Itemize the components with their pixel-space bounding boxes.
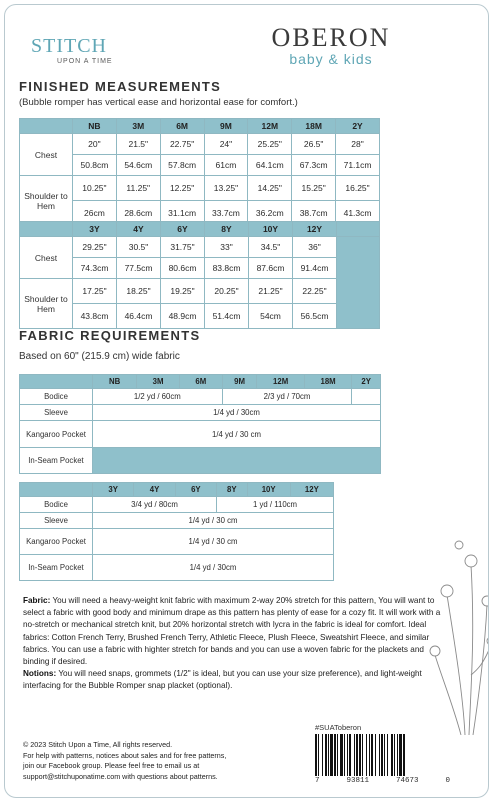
- row-label: Bodice: [20, 389, 93, 405]
- table-cell: 1/4 yd / 30 cm: [93, 421, 381, 448]
- table-cell: 22.75": [160, 134, 204, 155]
- empty-filler-cell: [93, 448, 381, 474]
- table-cell: 13.25": [204, 176, 248, 201]
- barcode-digits: 7 93811 74673 0: [315, 777, 450, 785]
- size-header: 8Y: [205, 222, 249, 237]
- table-cell: 33": [205, 237, 249, 258]
- size-header: 8Y: [217, 483, 248, 497]
- size-header: 9M: [222, 375, 257, 389]
- table-cell: 36.2cm: [248, 201, 292, 226]
- table-cell: 19.25": [161, 279, 205, 304]
- size-header: 10Y: [247, 483, 290, 497]
- finished-measurements-table-2: [19, 221, 380, 329]
- table-cell: 1 yd / 110cm: [217, 497, 334, 513]
- table-cell: 51.4cm: [205, 304, 249, 329]
- table-cell: 28": [336, 134, 380, 155]
- table-cell: 2/3 yd / 70cm: [222, 389, 352, 405]
- table-cell: 10.25": [73, 176, 117, 201]
- fabric-requirements-table-2: [19, 482, 334, 581]
- size-header: 4Y: [134, 483, 175, 497]
- table-cell: 91.4cm: [293, 258, 337, 279]
- table-cell: 67.3cm: [292, 155, 336, 176]
- table-cell: 56.5cm: [293, 304, 337, 329]
- row-label: Kangaroo Pocket: [20, 529, 93, 555]
- facebook-line: join our Facebook group. Please feel free to email us at: [23, 761, 200, 770]
- stitch-logo-tagline: UPON A TIME: [57, 58, 113, 65]
- table-cell: 61cm: [204, 155, 248, 176]
- table-cell: 26cm: [73, 201, 117, 226]
- row-label: In-Seam Pocket: [20, 448, 93, 474]
- empty-filler-cell: [337, 237, 380, 329]
- size-header: 2Y: [336, 119, 380, 134]
- table-cell: 54cm: [249, 304, 293, 329]
- row-label: Kangaroo Pocket: [20, 421, 93, 448]
- table-cell: 22.25": [293, 279, 337, 304]
- size-header: 2Y: [352, 375, 381, 389]
- table-cell: 36": [293, 237, 337, 258]
- size-header: 6Y: [161, 222, 205, 237]
- finished-measurements-note: (Bubble romper has vertical ease and horizontal ease for comfort.): [19, 97, 298, 108]
- table-cell: 87.6cm: [249, 258, 293, 279]
- table-cell: 41.3cm: [336, 201, 380, 226]
- copyright-line: © 2023 Stitch Upon a Time, All rights reserved.: [23, 740, 173, 749]
- pattern-name: OBERON: [271, 23, 391, 52]
- row-label: Shoulder to Hem: [20, 176, 73, 226]
- notions-label: Notions:: [23, 669, 57, 679]
- size-header: NB: [93, 375, 137, 389]
- table-cell: 1/4 yd / 30 cm: [93, 529, 334, 555]
- fabric-text: You will need a heavy-weight knit fabric with maximum 2-way 20% stretch for this pattern, You will want to select a fabric with good body and minimum drape as this pattern has plenty of ease for a cozy fit. It will work with a no-stretch or mechanical stretch knit, but 20% horizontal stretch with lycra in the fabric is ideal for comfort. Ideal fabrics: Cotton French Terry, Brushed French Terry, Athletic Fleece, Plush Fleece, Sweatshirt Fleece, and similar fabrics. You can use a fabric with highter stretch for bands and you can use a woven fabric for the plackets and binding if desired.: [23, 596, 441, 667]
- stitch-logo-text: STITCH: [31, 35, 107, 57]
- table-cell: 29.25": [73, 237, 117, 258]
- table-cell: 34.5": [249, 237, 293, 258]
- table-cell: 83.8cm: [205, 258, 249, 279]
- fabric-notions-description: [23, 595, 443, 693]
- table-cell: 21.5": [116, 134, 160, 155]
- size-header: 9M: [204, 119, 248, 134]
- table-cell: 16.25": [336, 176, 380, 201]
- size-header: 6M: [160, 119, 204, 134]
- table-cell: 3/4 yd / 80cm: [93, 497, 217, 513]
- help-line: For help with patterns, notices about sales and for free patterns,: [23, 750, 227, 760]
- row-label: In-Seam Pocket: [20, 555, 93, 581]
- table-cell: 71.1cm: [336, 155, 380, 176]
- finished-measurements-title: FINISHED MEASUREMENTS: [19, 79, 222, 94]
- row-label: Chest: [20, 134, 73, 176]
- copyright-footer: [23, 740, 303, 782]
- size-header: 18M: [304, 375, 352, 389]
- size-header: NB: [73, 119, 117, 134]
- table-cell: 25.25": [248, 134, 292, 155]
- row-label: Sleeve: [20, 405, 93, 421]
- size-header: 6M: [179, 375, 222, 389]
- size-header: 4Y: [117, 222, 161, 237]
- size-header: 12M: [257, 375, 304, 389]
- table-cell: 20": [73, 134, 117, 155]
- row-label: Sleeve: [20, 513, 93, 529]
- row-label: Shoulder to Hem: [20, 279, 73, 329]
- table-cell: 1/4 yd / 30cm: [93, 405, 381, 421]
- hashtag: #SUAToberon: [315, 723, 362, 732]
- size-header: 10Y: [249, 222, 293, 237]
- fabric-requirements-note: Based on 60" (215.9 cm) wide fabric: [19, 351, 180, 362]
- barcode-bar: [405, 734, 406, 776]
- size-header: 6Y: [175, 483, 216, 497]
- table-cell: 18.25": [117, 279, 161, 304]
- pattern-subtitle: baby & kids: [289, 51, 373, 67]
- table-cell: 1/4 yd / 30cm: [93, 555, 334, 581]
- table-cell: 26.5": [292, 134, 336, 155]
- size-header: 3M: [137, 375, 180, 389]
- size-header: 18M: [292, 119, 336, 134]
- table-cell: 20.25": [205, 279, 249, 304]
- table-cell: 15.25": [292, 176, 336, 201]
- table-cell: 1/4 yd / 30 cm: [93, 513, 334, 529]
- table-cell: 50.8cm: [73, 155, 117, 176]
- size-header: 12M: [248, 119, 292, 134]
- table-cell: 24": [204, 134, 248, 155]
- table-cell: 14.25": [248, 176, 292, 201]
- fabric-requirements-table-1: [19, 374, 381, 474]
- size-header: 12Y: [293, 222, 337, 237]
- table-cell: 80.6cm: [161, 258, 205, 279]
- table-cell: 38.7cm: [292, 201, 336, 226]
- size-header: 12Y: [290, 483, 333, 497]
- oberon-logo: [241, 23, 421, 67]
- stitch-upon-a-time-logo: [31, 35, 141, 80]
- size-header: 3M: [116, 119, 160, 134]
- fabric-label: Fabric:: [23, 596, 51, 605]
- table-cell: 33.7cm: [204, 201, 248, 226]
- table-cell: 77.5cm: [117, 258, 161, 279]
- table-cell: 17.25": [73, 279, 117, 304]
- barcode-image: [315, 734, 450, 776]
- finished-measurements-table-1: [19, 118, 380, 226]
- size-header: 3Y: [73, 222, 117, 237]
- pattern-back-page: [4, 4, 489, 798]
- table-cell: 31.1cm: [160, 201, 204, 226]
- support-email-line: support@stitchuponatime.com with questions about patterns.: [23, 771, 218, 781]
- table-cell: 74.3cm: [73, 258, 117, 279]
- table-cell: 31.75": [161, 237, 205, 258]
- barcode-block: [315, 723, 455, 785]
- table-cell: 11.25": [116, 176, 160, 201]
- row-label: Chest: [20, 237, 73, 279]
- table-cell: 21.25": [249, 279, 293, 304]
- fabric-requirements-title: FABRIC REQUIREMENTS: [19, 328, 201, 343]
- table-cell: 43.8cm: [73, 304, 117, 329]
- table-cell: 48.9cm: [161, 304, 205, 329]
- table-cell: 12.25": [160, 176, 204, 201]
- table-cell: 30.5": [117, 237, 161, 258]
- table-cell: 1/2 yd / 60cm: [93, 389, 223, 405]
- size-header: 3Y: [93, 483, 134, 497]
- table-cell: 64.1cm: [248, 155, 292, 176]
- row-label: Bodice: [20, 497, 93, 513]
- table-cell: 57.8cm: [160, 155, 204, 176]
- table-cell: 46.4cm: [117, 304, 161, 329]
- notions-text: You will need snaps, grommets (1/2" is ideal, but you can use your size preference), and light-weight interfacing for the Bubble Romper snap placket (optional).: [23, 669, 422, 691]
- table-cell: 28.6cm: [116, 201, 160, 226]
- table-cell: 54.6cm: [116, 155, 160, 176]
